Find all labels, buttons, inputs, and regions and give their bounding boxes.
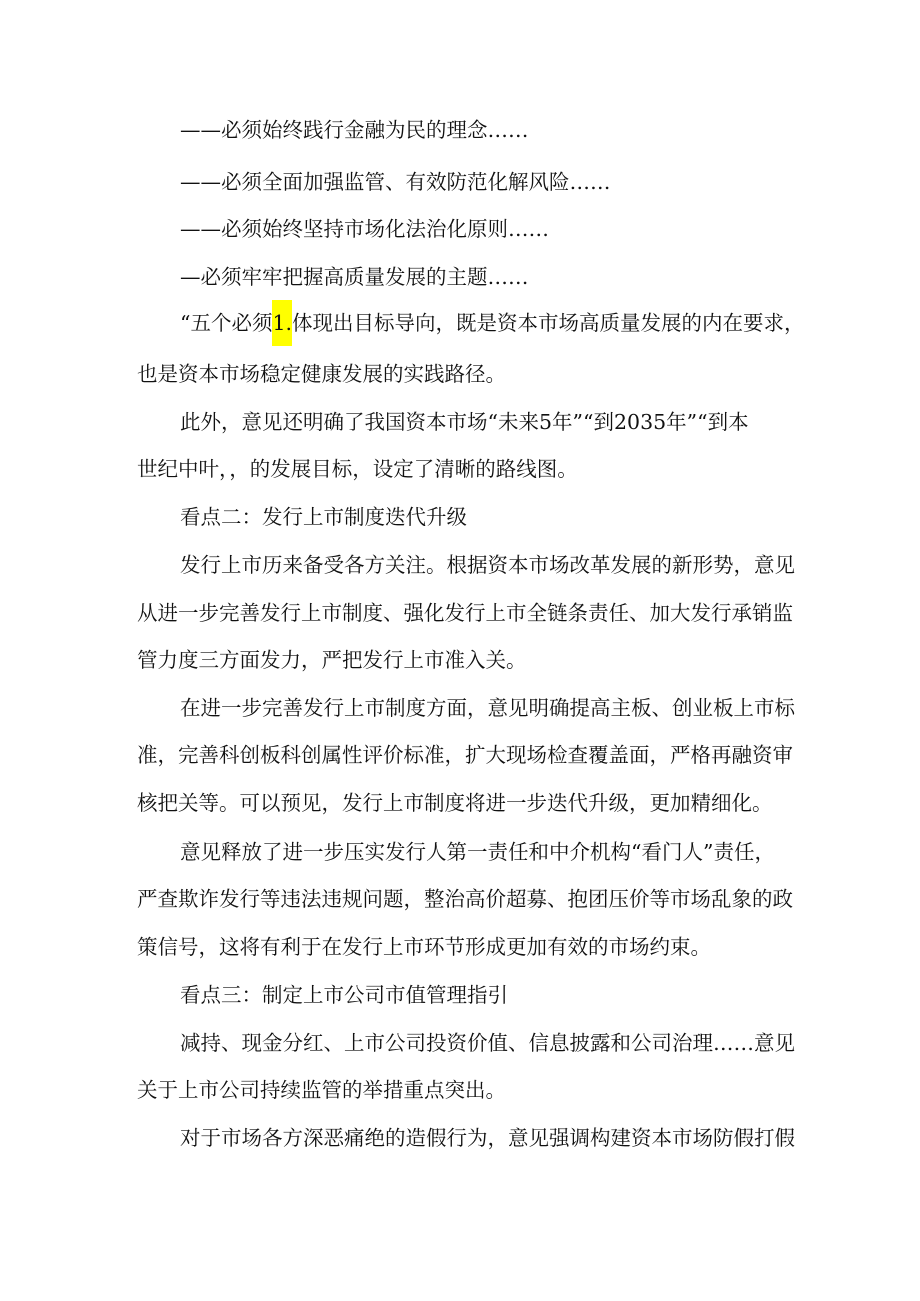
line-text: ——必须始终践行金融为民的理念……	[180, 118, 529, 142]
paragraph-line	[0, 254, 920, 300]
line-text: 看点二：发行上市制度迭代升级	[180, 505, 467, 529]
paragraph-line	[0, 446, 920, 492]
paragraph-line	[0, 590, 920, 636]
line-text: 此外，意见还明确了我国资本市场“未来5年”“到2035年”“到本	[180, 410, 749, 434]
line-text: 发行上市历来备受各方关注。根据资本市场改革发展的新形势，意见	[180, 553, 795, 577]
paragraph-line	[0, 206, 920, 252]
paragraph-line	[0, 107, 920, 153]
line-text: 关于上市公司持续监管的举措重点突出。	[137, 1078, 506, 1102]
line-text: 看点三：制定上市公司市值管理指引	[180, 983, 508, 1007]
paragraph-line	[0, 924, 920, 970]
paragraph-line	[0, 876, 920, 922]
paragraph-line	[0, 1020, 920, 1066]
highlighted-number: 1.	[272, 300, 292, 346]
paragraph-line	[0, 351, 920, 397]
section-heading	[0, 972, 920, 1018]
line-text: 在进一步完善发行上市制度方面，意见明确提高主板、创业板上市标	[180, 696, 795, 720]
paragraph-line	[0, 399, 920, 445]
paragraph-line	[0, 829, 920, 875]
paragraph-line	[0, 637, 920, 683]
line-text: 世纪中叶，，的发展目标，设定了清晰的路线图。	[137, 457, 578, 481]
line-text: 严查欺诈发行等违法违规问题，整治高价超募、抱团压价等市场乱象的政	[137, 887, 793, 911]
line-text: “五个必须	[180, 311, 273, 335]
paragraph-line	[0, 732, 920, 778]
line-text: 管力度三方面发力，严把发行上市准入关。	[137, 648, 527, 672]
line-text: 对于市场各方深恶痛绝的造假行为，意见强调构建资本市场防假打假	[180, 1126, 795, 1150]
line-text: 准，完善科创板科创属性评价标准，扩大现场检查覆盖面，严格再融资审	[137, 743, 793, 767]
paragraph-line	[0, 1067, 920, 1113]
line-text: 核把关等。可以预见，发行上市制度将进一步迭代升级，更加精细化。	[137, 791, 773, 815]
line-text: ——必须始终坚持市场化法治化原则……	[180, 217, 549, 241]
line-text: 从进一步完善发行上市制度、强化发行上市全链条责任、加大发行承销监	[137, 601, 793, 625]
paragraph-line	[0, 159, 920, 205]
section-heading	[0, 494, 920, 540]
paragraph-line	[0, 685, 920, 731]
paragraph-line	[0, 300, 920, 346]
paragraph-line	[0, 1115, 920, 1161]
line-text: 策信号，这将有利于在发行上市环节形成更加有效的市场约束。	[137, 935, 711, 959]
line-text: —必须牢牢把握高质量发展的主题……	[180, 265, 529, 289]
line-text: 意见释放了进一步压实发行人第一责任和中介机构“看门人”责任，	[180, 840, 775, 864]
line-text: 体现出目标导向，既是资本市场高质量发展的内在要求，	[292, 311, 805, 335]
paragraph-line	[0, 780, 920, 826]
paragraph-line	[0, 542, 920, 588]
line-text: 也是资本市场稳定健康发展的实践路径。	[137, 362, 506, 386]
line-text: ——必须全面加强监管、有效防范化解风险……	[180, 170, 611, 194]
line-text: 减持、现金分红、上市公司投资价值、信息披露和公司治理……意见	[180, 1031, 795, 1055]
